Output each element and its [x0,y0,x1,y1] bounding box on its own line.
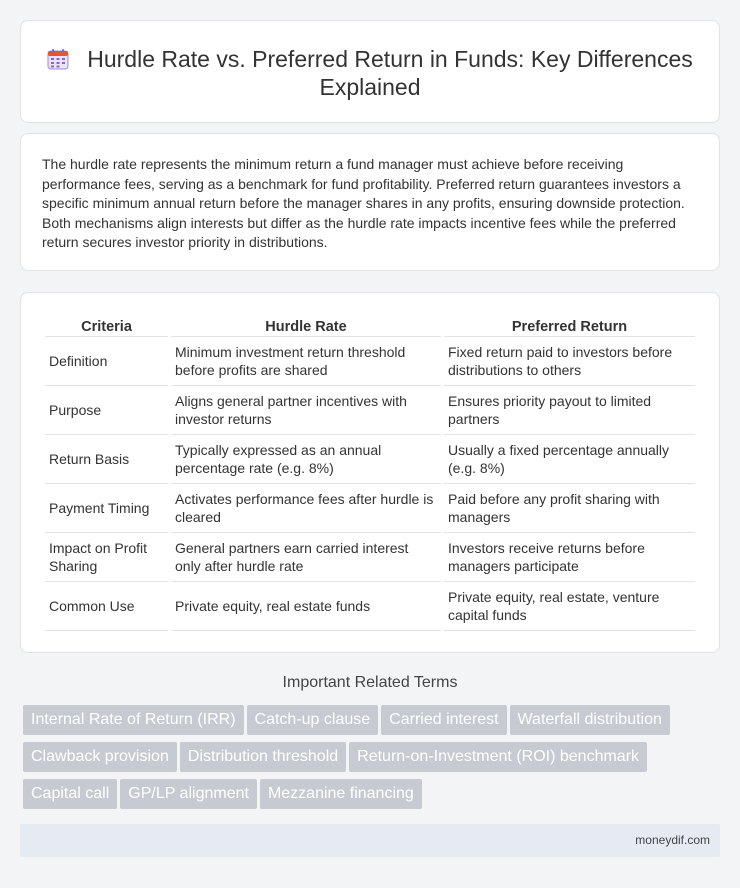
term-tag[interactable]: Mezzanine financing [260,779,422,809]
comparison-table [42,315,698,631]
row-hurdle-rate: General partners earn carried interest only after hurdle rate [171,533,441,582]
row-criteria: Return Basis [45,435,168,484]
row-hurdle-rate: Minimum investment return threshold before profits are shared [171,337,441,386]
description-card [20,133,720,271]
calendar-icon [47,48,69,70]
row-hurdle-rate: Private equity, real estate funds [171,582,441,631]
table-header-row [45,315,695,337]
row-criteria: Definition [45,337,168,386]
term-tag[interactable]: GP/LP alignment [120,779,257,809]
title-card [20,20,720,123]
row-preferred-return: Usually a fixed percentage annually (e.g. 8%) [444,435,695,484]
footer-bar [20,824,720,857]
table-row [45,533,695,582]
row-preferred-return: Ensures priority payout to limited partners [444,386,695,435]
row-preferred-return: Fixed return paid to investors before distributions to others [444,337,695,386]
related-terms-list [23,705,703,816]
header-hurdle-rate: Hurdle Rate [171,315,441,337]
header-criteria: Criteria [45,315,168,337]
term-tag[interactable]: Return-on-Investment (ROI) benchmark [349,742,647,772]
header-preferred-return: Preferred Return [444,315,695,337]
row-hurdle-rate: Typically expressed as an annual percentage rate (e.g. 8%) [171,435,441,484]
table-row [45,582,695,631]
term-tag[interactable]: Internal Rate of Return (IRR) [23,705,244,735]
term-tag[interactable]: Clawback provision [23,742,177,772]
page-title [21,45,719,101]
row-criteria: Impact on Profit Sharing [45,533,168,582]
row-hurdle-rate: Aligns general partner incentives with investor returns [171,386,441,435]
row-criteria: Purpose [45,386,168,435]
row-criteria: Payment Timing [45,484,168,533]
table-row [45,337,695,386]
term-tag[interactable]: Carried interest [381,705,506,735]
term-tag[interactable]: Waterfall distribution [510,705,670,735]
related-terms-heading: Important Related Terms [282,674,458,691]
title-wrap [21,45,719,101]
row-criteria: Common Use [45,582,168,631]
row-preferred-return: Private equity, real estate, venture capital funds [444,582,695,631]
table-row [45,484,695,533]
term-tag[interactable]: Catch-up clause [247,705,379,735]
table-row [45,386,695,435]
table-row [45,435,695,484]
footer-site[interactable]: moneydif.com [635,833,710,847]
page-title-text: Hurdle Rate vs. Preferred Return in Funds: Key Differences Explained [87,46,693,100]
row-hurdle-rate: Activates performance fees after hurdle is cleared [171,484,441,533]
term-tag[interactable]: Capital call [23,779,117,809]
comparison-table-card [20,292,720,653]
row-preferred-return: Investors receive returns before managers participate [444,533,695,582]
row-preferred-return: Paid before any profit sharing with managers [444,484,695,533]
term-tag[interactable]: Distribution threshold [180,742,346,772]
description-text: The hurdle rate represents the minimum return a fund manager must achieve before receiving performance fees, serving as a benchmark for fund profitability. Preferred return guarantees investors a specific minimum annual return before the manager shares in any profits, ensuring downside protection. Both mechanisms align interests but differ as the hurdle rate impacts incentive fees while the preferred return secures investor priority in distributions. [42,156,685,251]
